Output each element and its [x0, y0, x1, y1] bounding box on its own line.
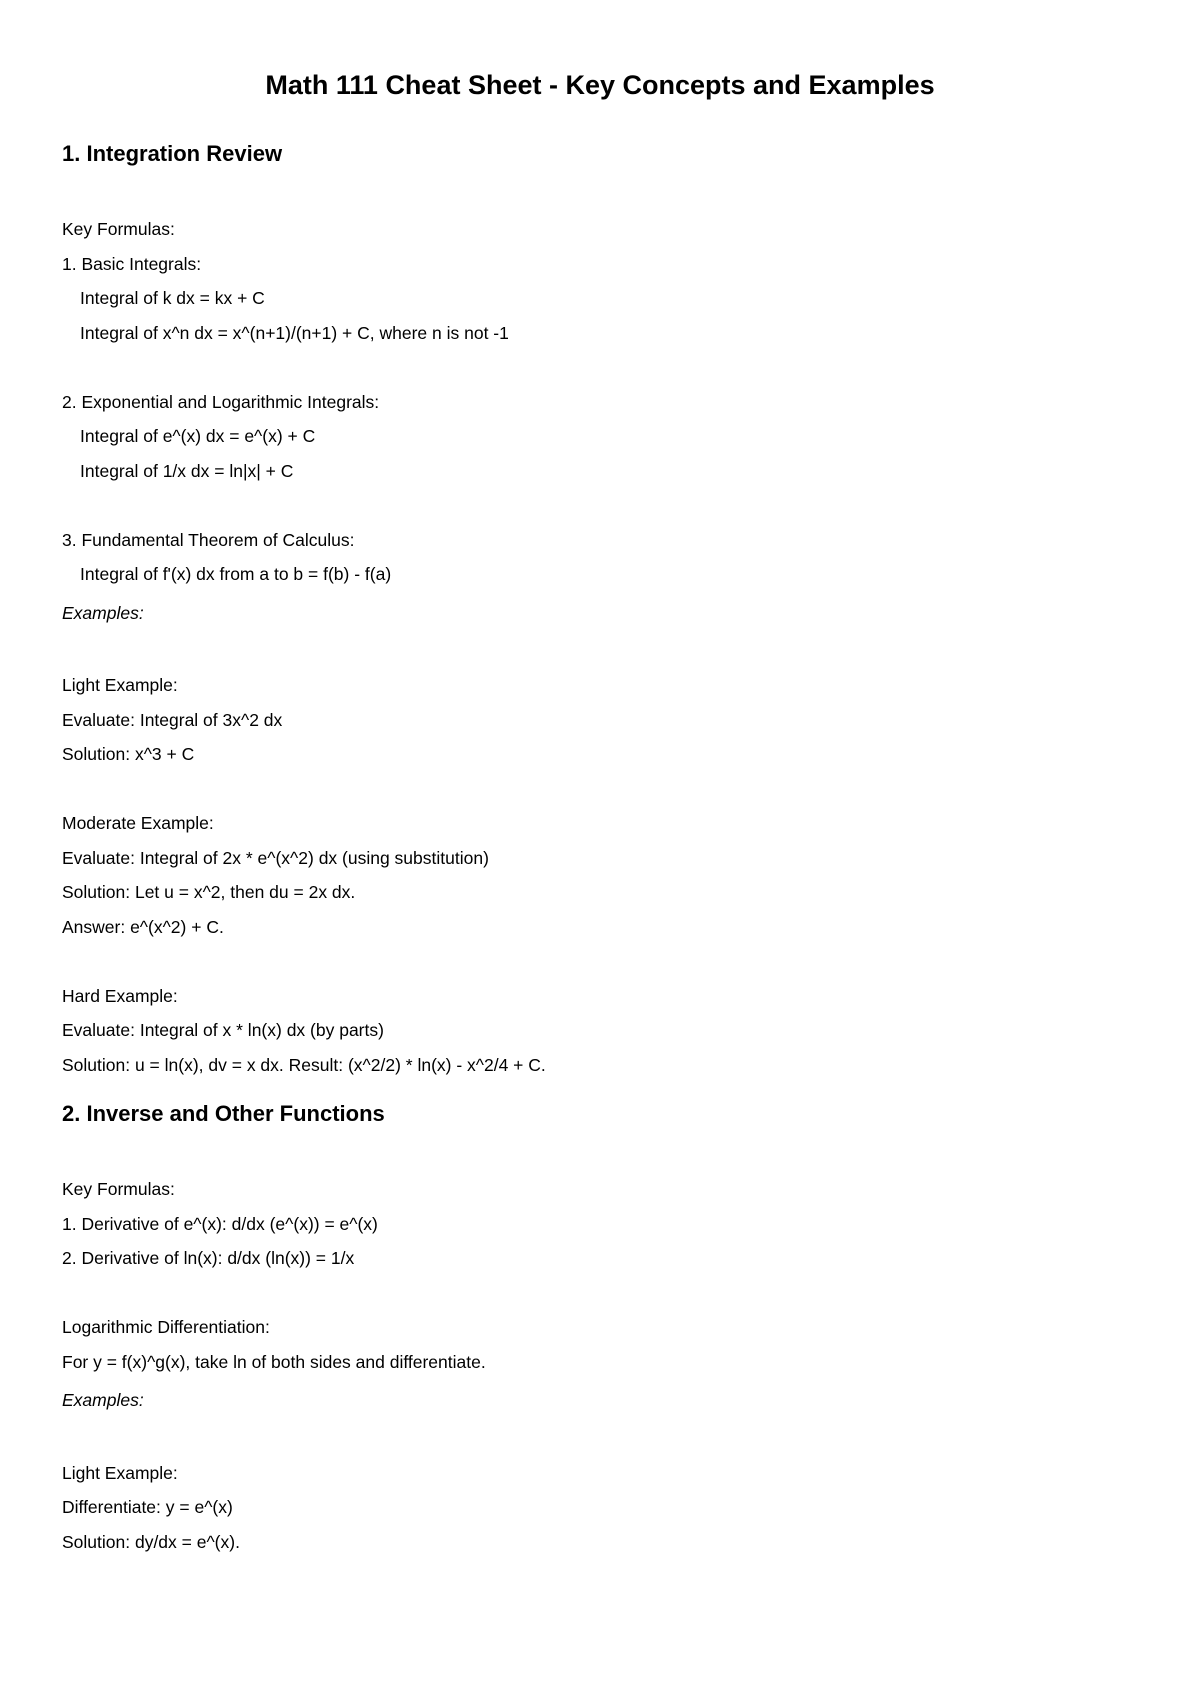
formula-group-label: 3. Fundamental Theorem of Calculus: — [62, 529, 355, 550]
formula-line: Integral of f'(x) dx from a to b = f(b) - f(a) — [80, 564, 392, 584]
document-title: Math 111 Cheat Sheet - Key Concepts and Examples — [265, 70, 935, 100]
key-formulas-label: Key Formulas: — [62, 1179, 175, 1199]
section-inverse-functions — [62, 1100, 1200, 1559]
formula-line: 1. Derivative of e^(x): d/dx (e^(x)) = e^(x) — [62, 1213, 378, 1234]
example-label: Light Example: — [62, 1462, 178, 1483]
example-solution: Solution: Let u = x^2, then du = 2x dx. — [62, 882, 356, 902]
formula-line: For y = f(x)^g(x), take ln of both sides and differentiate. — [62, 1351, 486, 1372]
formula-line: 2. Derivative of ln(x): d/dx (ln(x)) = 1/x — [62, 1248, 355, 1268]
formula-line: Integral of 1/x dx = ln|x| + C — [80, 460, 294, 481]
section-heading: 1. Integration Review — [62, 141, 283, 166]
formula-group-label: 2. Exponential and Logarithmic Integrals: — [62, 391, 380, 412]
example-solution: Solution: dy/dx = e^(x). — [62, 1531, 240, 1552]
formula-line: Integral of x^n dx = x^(n+1)/(n+1) + C, where n is not -1 — [80, 322, 509, 343]
example-question: Evaluate: Integral of 2x * e^(x^2) dx (using substitution) — [62, 847, 489, 868]
formula-line: Integral of e^(x) dx = e^(x) + C — [80, 426, 316, 446]
formula-line: Integral of k dx = kx + C — [80, 288, 265, 308]
example-solution: Solution: x^3 + C — [62, 744, 195, 764]
example-label: Hard Example: — [62, 985, 178, 1006]
section-integration-review — [62, 140, 1200, 1082]
key-formulas-label: Key Formulas: — [62, 219, 175, 239]
example-question: Evaluate: Integral of x * ln(x) dx (by parts) — [62, 1020, 384, 1040]
example-answer: Answer: e^(x^2) + C. — [62, 916, 224, 937]
example-label: Light Example: — [62, 675, 178, 695]
example-question: Evaluate: Integral of 3x^2 dx — [62, 709, 283, 730]
example-solution: Solution: u = ln(x), dv = x dx. Result: (x^2/2) * ln(x) - x^2/4 + C. — [62, 1054, 546, 1075]
formula-group-label: 1. Basic Integrals: — [62, 253, 202, 274]
example-label: Moderate Example: — [62, 813, 214, 833]
example-question: Differentiate: y = e^(x) — [62, 1497, 233, 1517]
examples-label: Examples: — [62, 602, 144, 623]
section-heading: 2. Inverse and Other Functions — [62, 1101, 385, 1126]
examples-label: Examples: — [62, 1390, 144, 1410]
logdiff-label: Logarithmic Differentiation: — [62, 1317, 270, 1337]
